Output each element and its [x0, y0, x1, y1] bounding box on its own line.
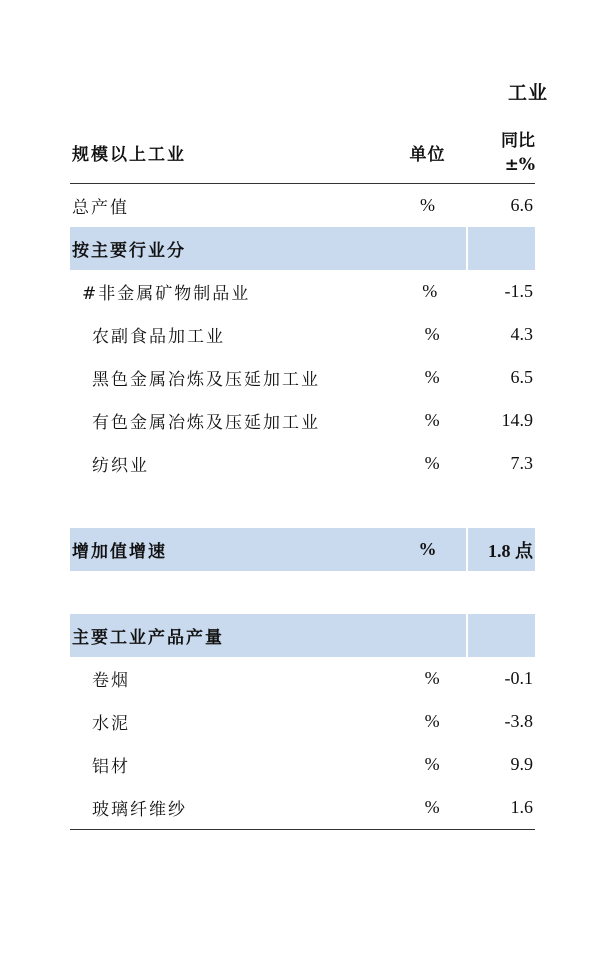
- section-value: [466, 528, 535, 571]
- section-row-value-added: [70, 528, 535, 571]
- row-value: [468, 281, 535, 302]
- row-unit: %: [424, 668, 440, 688]
- row-label: 卷烟: [92, 671, 130, 691]
- table-row-cigarettes: [70, 657, 535, 700]
- row-value: [469, 324, 535, 345]
- section-label: 主要工业产品产量: [72, 628, 224, 648]
- row-unit: %: [424, 453, 440, 473]
- row-value: [469, 668, 535, 689]
- table-row-nonmetal-minerals: [70, 270, 535, 313]
- row-value-text: 6.6: [510, 195, 533, 215]
- header-value-line2: ±%: [504, 154, 535, 175]
- row-label: 黑色金属冶炼及压延加工业: [92, 370, 320, 390]
- row-value-text: -3.8: [504, 711, 533, 731]
- row-label: 农副食品加工业: [92, 327, 225, 347]
- table-row-total-output: [70, 184, 535, 227]
- row-unit: %: [424, 410, 440, 430]
- table-row-nonferrous-metals: [70, 399, 535, 442]
- row-value: [469, 367, 535, 388]
- row-label: 铝材: [92, 757, 130, 777]
- section-label: 按主要行业分: [72, 241, 186, 261]
- row-value-text: 6.5: [510, 367, 533, 387]
- section-row-main-products: [70, 614, 535, 657]
- row-value: [469, 797, 535, 818]
- row-label: 玻璃纤维纱: [92, 800, 187, 820]
- section-value: [466, 227, 535, 270]
- section-unit: %: [418, 539, 437, 559]
- table-row-agri-food: [70, 313, 535, 356]
- row-value-text: 9.9: [510, 754, 533, 774]
- row-value: [469, 410, 535, 431]
- row-label: 水泥: [92, 714, 130, 734]
- row-unit: %: [424, 797, 440, 817]
- spacer: [70, 571, 535, 614]
- row-unit: %: [424, 367, 440, 387]
- row-unit: %: [422, 281, 438, 301]
- spacer: [70, 485, 535, 528]
- row-unit: %: [424, 324, 440, 344]
- table-header: [70, 122, 535, 184]
- row-value-text: -1.5: [504, 281, 533, 301]
- table-row-aluminum: [70, 743, 535, 786]
- row-value-text: 4.3: [510, 324, 533, 344]
- row-unit: %: [419, 195, 435, 215]
- industry-table: [70, 122, 535, 830]
- table-row-textiles: [70, 442, 535, 485]
- row-value: [466, 195, 535, 216]
- header-unit: 单位: [409, 145, 446, 165]
- row-unit: %: [424, 711, 440, 731]
- table-row-glass-fiber: [70, 786, 535, 830]
- section-value: [466, 614, 535, 657]
- row-label: 总产值: [72, 198, 129, 218]
- table-row-cement: [70, 700, 535, 743]
- row-label: #非金属矿物制品业: [82, 284, 251, 304]
- row-value-text: 7.3: [510, 453, 533, 473]
- row-value-text: 1.6: [510, 797, 533, 817]
- section-row-by-industry: [70, 227, 535, 270]
- page-title: 工业: [507, 82, 548, 104]
- row-value: [469, 711, 535, 732]
- row-unit: %: [424, 754, 440, 774]
- row-label: 有色金属冶炼及压延加工业: [92, 413, 320, 433]
- section-label: 增加值增速: [72, 542, 167, 562]
- row-value: [469, 453, 535, 474]
- header-value-line1: 同比: [501, 130, 535, 151]
- row-value: [469, 754, 535, 775]
- row-label: 纺织业: [92, 456, 149, 476]
- row-value-text: 14.9: [501, 410, 533, 430]
- header-label: 规模以上工业: [72, 145, 186, 165]
- row-value-text: -0.1: [504, 668, 533, 688]
- header-value: [466, 129, 535, 177]
- section-value-text: 1.8 点: [487, 540, 533, 561]
- table-row-ferrous-metals: [70, 356, 535, 399]
